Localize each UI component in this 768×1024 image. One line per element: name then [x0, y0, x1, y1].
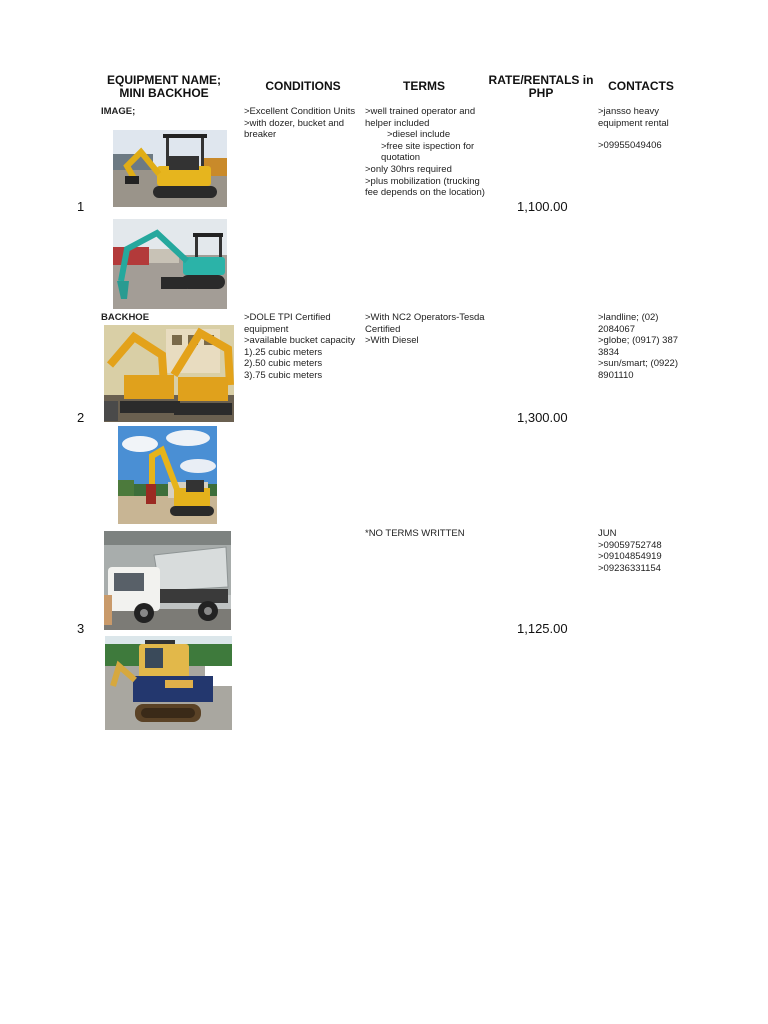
row2-number: 2: [77, 410, 85, 425]
row1-term-item: >well trained operator and helper included: [365, 106, 476, 129]
row3-contact-item: >09104854919: [598, 551, 662, 563]
yellow-excavators-yard-photo: [104, 325, 234, 422]
row3-term-item: *NO TERMS WRITTEN: [365, 528, 465, 539]
row2-contact-item: >globe; (0917) 387 3834: [598, 335, 679, 358]
row1-condition-item: >with dozer, bucket and breaker: [244, 117, 345, 141]
header-terms: TERMS: [403, 79, 445, 93]
row1-number: 1: [77, 199, 85, 214]
yellow-mini-excavator-photo: [113, 130, 227, 207]
row1-terms: [365, 106, 487, 199]
row3-terms: [365, 528, 487, 540]
row2-label: BACKHOE: [101, 312, 150, 323]
row2-rate: 1,300.00: [517, 410, 568, 425]
row2-term-item: >With Diesel: [365, 335, 419, 347]
row2-condition-item: 3).75 cubic meters: [244, 369, 323, 381]
row3-contact-item: JUN: [598, 528, 617, 539]
row3-number: 3: [77, 621, 85, 636]
header-rate-line1: RATE/RENTALS in: [488, 73, 594, 87]
row1-conditions: [244, 106, 362, 141]
header-equipment-line2: MINI BACKHOE: [119, 86, 209, 100]
row2-condition-item: >available bucket capacity: [244, 335, 356, 347]
row2-contact-item: >landline; (02) 2084067: [598, 312, 659, 335]
row2-condition-item: 1).25 cubic meters: [244, 346, 323, 358]
white-dump-truck-photo: [104, 531, 231, 630]
row3-rate: 1,125.00: [517, 621, 568, 636]
row1-term-item: >diesel include: [387, 129, 451, 141]
row1-label: IMAGE;: [101, 106, 136, 117]
row1-contacts: [598, 106, 688, 152]
header-rate-line2: PHP: [528, 86, 554, 100]
header-rate: [488, 74, 594, 100]
row2-term-item: >With NC2 Operators-Tesda Certified: [365, 312, 485, 335]
row2-condition-item: 2).50 cubic meters: [244, 358, 323, 370]
row1-term-item: >free site ispection for quotation: [381, 140, 475, 164]
row3-contact-item: >09236331154: [598, 562, 661, 574]
row1-term-item: >plus mobilization (trucking fee depends on the location): [365, 175, 485, 199]
blue-yellow-excavator-photo: [105, 636, 232, 730]
yellow-backhoe-sky-photo: [118, 426, 217, 524]
row1-term-item: >only 30hrs required: [365, 163, 452, 175]
row2-terms: [365, 312, 487, 347]
header-equipment-name: [100, 74, 228, 100]
row3-contacts: [598, 528, 688, 574]
teal-mini-excavator-photo: [113, 219, 227, 309]
row1-contact-item: >jansso heavy equipment rental: [598, 106, 669, 129]
row2-contacts: [598, 312, 684, 382]
header-conditions: CONDITIONS: [265, 79, 341, 93]
row1-rate: 1,100.00: [517, 199, 568, 214]
header-equipment-line1: EQUIPMENT NAME;: [107, 73, 221, 87]
row2-conditions: [244, 312, 362, 382]
row3-contact-item: >09059752748: [598, 539, 662, 551]
row2-condition-item: >DOLE TPI Certified equipment: [244, 312, 331, 335]
row1-contact-item: >09955049406: [598, 140, 662, 152]
row1-condition-item: >Excellent Condition Units: [244, 106, 356, 117]
header-contacts: CONTACTS: [608, 79, 674, 93]
row2-contact-item: >sun/smart; (0922) 8901110: [598, 358, 678, 381]
